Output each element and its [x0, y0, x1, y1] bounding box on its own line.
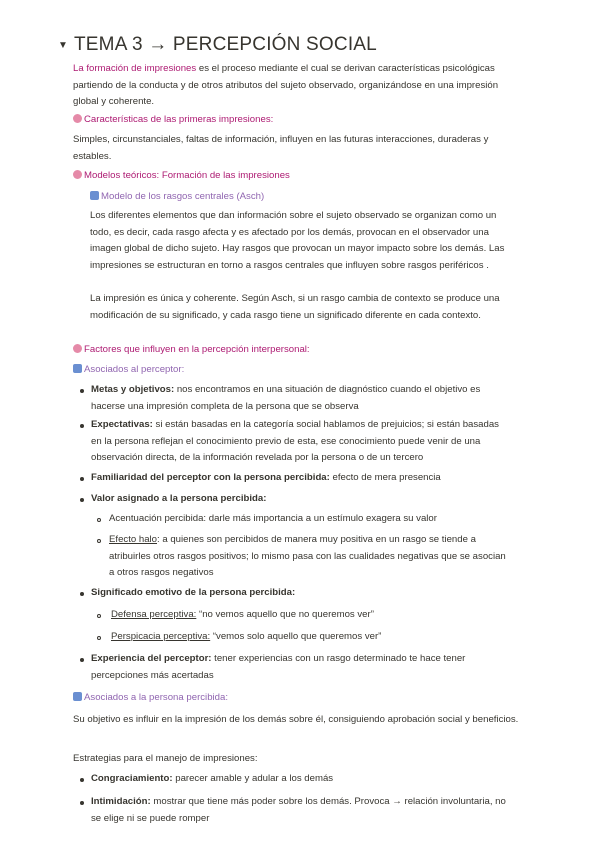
- defensa-text: “no vemos aquello que no queremos ver”: [196, 609, 374, 620]
- list-item-congraciamiento: [91, 771, 511, 788]
- valor-label: Valor asignado a la persona percibida:: [91, 493, 267, 504]
- paragraph-asch-1: Los diferentes elementos que dan información sobre el sujeto observado se organizan como un todo, es decir, cada rasgo afecta y es afectado por los demás, provocan en el observador una imagen global de dicho sujeto. Hay rasgos que provocan un mayor impacto sobre los demás. Las impresiones se estructuran en torno a rasgos centrales que influyen sobre rasgos periféricos .: [90, 210, 505, 271]
- list-item-intimidacion: [91, 794, 511, 827]
- familiaridad-text: efecto de mera presencia: [329, 472, 441, 483]
- brain-icon: [73, 344, 82, 353]
- paragraph-objetivo: Su objetivo es influir en la impresión de los demás sobre él, consiguiendo aprobación social y beneficios.: [73, 714, 519, 725]
- brain-icon: [73, 114, 82, 123]
- bullet-circle: [97, 539, 101, 543]
- bullet-dot: [80, 498, 84, 502]
- heading-modelos: [73, 168, 290, 185]
- list-item-defensa: [111, 607, 511, 624]
- intro-text: es el proceso mediante el cual se derivan características psicológicas partiendo de la conducta y de otros atributos del sujeto observado, organizándose en una impresión global y coherente.: [73, 63, 499, 107]
- heading-caracteristicas-text: Características de las primeras impresiones:: [84, 114, 274, 125]
- bullet-circle: [97, 614, 101, 618]
- expectativas-text: si están basadas en la categoría social hablamos de prejuicios; si están basadas en la persona reflejan el conocimiento previo de esta, ese conocimiento puede venir de una observación directa, de la información revelada por la persona o de un tercero: [91, 419, 499, 463]
- heading-perceptor: [73, 362, 184, 379]
- experiencia-text: tener experiencias con un rasgo determinado te hace tener percepciones más acertadas: [91, 653, 466, 681]
- heading-factores: [73, 342, 310, 359]
- paragraph-asch-2: La impresión es única y coherente. Según Asch, si un rasgo cambia de contexto se produce una modificación de su significado, y cada rasgo tiene un significado diferente en cada contexto.: [90, 293, 500, 321]
- heading-asch: [90, 189, 264, 206]
- familiaridad-label: Familiaridad del perceptor con la persona percibida:: [91, 472, 330, 483]
- intro-highlight: La formación de impresiones: [73, 63, 197, 74]
- people-icon: [90, 191, 99, 200]
- list-item-expectativas: [91, 417, 511, 467]
- page-title-row: [58, 33, 377, 57]
- heading-perceptor-text: Asociados al perceptor:: [84, 364, 185, 375]
- list-item-familiaridad: [91, 470, 511, 487]
- list-item-perspicacia: [111, 629, 511, 646]
- brain-icon: [73, 170, 82, 179]
- significado-label: Significado emotivo de la persona percibida:: [91, 587, 296, 598]
- list-item-halo: [109, 532, 509, 582]
- heading-percibida: [73, 690, 228, 707]
- experiencia-label: Experiencia del perceptor:: [91, 653, 212, 664]
- list-item-significado: [91, 585, 511, 602]
- bullet-circle: [97, 518, 101, 522]
- halo-text: : a quienes son percibidos de manera muy positiva en un rasgo se tiende a atribuirles otros rasgos positivos; lo mismo pasa con las cualidades negativas que se asocian a otros rasgos negativos: [109, 534, 506, 578]
- intimidacion-text: mostrar que tiene más poder sobre los demás. Provoca → relación involuntaria, no se elige ni se puede romper: [91, 796, 506, 824]
- intro-paragraph: [73, 61, 513, 111]
- bullet-dot: [80, 592, 84, 596]
- paragraph-estrategias: Estrategias para el manejo de impresiones:: [73, 753, 258, 764]
- bullet-dot: [80, 778, 84, 782]
- bullet-dot: [80, 389, 84, 393]
- congraciamiento-text: parecer amable y adular a los demás: [172, 773, 334, 784]
- bullet-circle: [97, 636, 101, 640]
- bullet-dot: [80, 801, 84, 805]
- intimidacion-label: Intimidación:: [91, 796, 151, 807]
- toggle-triangle-icon[interactable]: ▼: [58, 39, 68, 51]
- congraciamiento-label: Congraciamiento:: [91, 773, 173, 784]
- defensa-label: Defensa perceptiva:: [111, 609, 197, 620]
- heading-caracteristicas: [73, 112, 273, 129]
- perspicacia-label: Perspicacia perceptiva:: [111, 631, 211, 642]
- perspicacia-text: “vemos solo aquello que queremos ver”: [210, 631, 382, 642]
- list-item-valor: [91, 491, 511, 508]
- heading-modelos-text: Modelos teóricos: Formación de las impresiones: [84, 170, 290, 181]
- list-item-experiencia: [91, 651, 511, 684]
- heading-percibida-text: Asociados a la persona percibida:: [84, 692, 228, 703]
- people-icon: [73, 692, 82, 701]
- metas-label: Metas y objetivos:: [91, 384, 175, 395]
- page-title: TEMA 3 → PERCEPCIÓN SOCIAL: [74, 34, 377, 55]
- bullet-dot: [80, 658, 84, 662]
- people-icon: [73, 364, 82, 373]
- metas-text: nos encontramos en una situación de diagnóstico cuando el objetivo es hacerse una impresión completa de la persona que se observa: [91, 384, 481, 412]
- bullet-dot: [80, 477, 84, 481]
- expectativas-label: Expectativas:: [91, 419, 153, 430]
- halo-label: Efecto halo: [109, 534, 158, 545]
- bullet-dot: [80, 424, 84, 428]
- list-item-acentuacion: Acentuación percibida: darle más importancia a un estímulo exagera su valor: [109, 513, 437, 524]
- paragraph-caracteristicas: Simples, circunstanciales, faltas de información, influyen en las futuras interacciones, duraderas y estables.: [73, 134, 489, 162]
- list-item-metas: [91, 382, 511, 415]
- heading-asch-text: Modelo de los rasgos centrales (Asch): [101, 191, 265, 202]
- heading-factores-text: Factores que influyen en la percepción interpersonal:: [84, 344, 310, 355]
